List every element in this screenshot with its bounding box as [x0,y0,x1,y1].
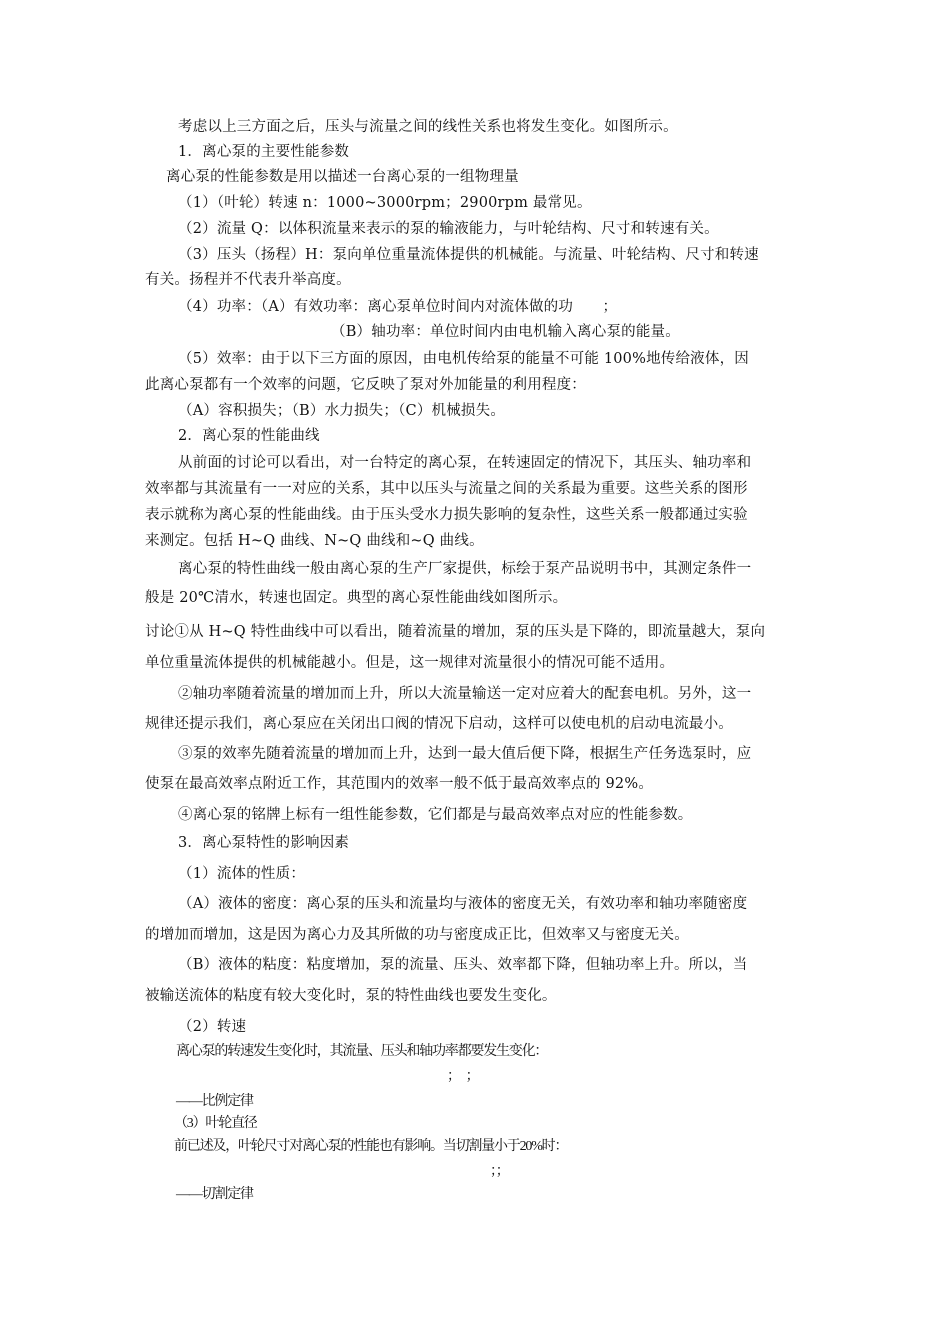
section-heading: 3．离心泵特性的影响因素 [178,835,350,851]
text-line: ③泵的效率先随着流量的增加而上升，达到一最大值后便下降，根据生产任务选泵时，应 [178,746,752,762]
text-line: 来测定。包括 H~Q 曲线、N~Q 曲线和~Q 曲线。 [145,533,484,549]
text-line: ——切割定律 [176,1187,253,1202]
text-line: （2）流量 Q：以体积流量来表示的泵的输液能力，与叶轮结构、尺寸和转速有关。 [178,221,719,237]
text-line: 表示就称为离心泵的性能曲线。由于压头受水力损失影响的复杂性，这些关系一般都通过实验 [145,507,748,523]
text-line: 考虑以上三方面之后，压头与流量之间的线性关系也将发生变化。如图所示。 [178,119,678,135]
text-line: 般是 20℃清水，转速也固定。典型的离心泵性能曲线如图所示。 [145,590,568,606]
text-line: （4）功率：（A）有效功率：离心泵单位时间内对流体做的功 ； [178,299,618,315]
text-line: ④离心泵的铭牌上标有一组性能参数，它们都是与最高效率点对应的性能参数。 [178,807,693,823]
text-line: （A）容积损失；（B）水力损失；（C）机械损失。 [178,403,506,419]
text-line: 效率都与其流量有一一对应的关系，其中以压头与流量之间的关系最为重要。这些关系的图形 [145,481,748,497]
text-line: 前已述及，叶轮尺寸对离心泵的性能也有影响。当切割量小于20%时： [174,1139,568,1154]
text-line: 使泵在最高效率点附近工作，其范围内的效率一般不低于最高效率点的 92%。 [145,776,654,792]
text-line: 被输送流体的粘度有较大变化时，泵的特性曲线也要发生变化。 [145,988,557,1004]
text-line: （B）轴功率：单位时间内由电机输入离心泵的能量。 [331,324,680,340]
text-line: 离心泵的特性曲线一般由离心泵的生产厂家提供，标绘于泵产品说明书中，其测定条件一 [178,561,752,577]
text-line: 规律还提示我们，离心泵应在关闭出口阀的情况下启动，这样可以使电机的启动电流最小。 [145,716,733,732]
text-line: 有关。扬程并不代表升举高度。 [145,272,351,288]
section-heading: （3）叶轮直径 [174,1116,257,1131]
formula-placeholder: ；； [490,1164,509,1179]
formula-placeholder: ； ； [447,1069,479,1084]
text-line: （1）（叶轮）转速 n：1000~3000rpm；2900rpm 最常见。 [178,195,592,211]
text-line: 讨论①从 H~Q 特性曲线中可以看出，随着流量的增加，泵的压头是下降的，即流量越大，泵向 [145,624,766,640]
text-line: （3）压头（扬程）H：泵向单位重量流体提供的机械能。与流量、叶轮结构、尺寸和转速 [178,247,759,263]
text-line: （2）转速 [178,1019,247,1035]
text-line: （5）效率：由于以下三方面的原因，由电机传给泵的能量不可能 100%地传给液体，因 [178,351,749,367]
text-line: 单位重量流体提供的机械能越小。但是，这一规律对流量很小的情况可能不适用。 [145,655,675,671]
text-line: 离心泵的转速发生变化时，其流量、压头和轴功率都要发生变化： [176,1044,548,1059]
text-line: ——比例定律 [176,1094,253,1109]
text-line: 离心泵的性能参数是用以描述一台离心泵的一组物理量 [166,169,519,185]
text-line: （A）液体的密度：离心泵的压头和流量均与液体的密度无关，有效功率和轴功率随密度 [178,896,748,912]
text-line: ②轴功率随着流量的增加而上升，所以大流量输送一定对应着大的配套电机。另外，这一 [178,686,752,702]
text-line: 此离心泵都有一个效率的问题，它反映了泵对外加能量的利用程度： [145,377,586,393]
text-line: （B）液体的粘度：粘度增加，泵的流量、压头、效率都下降，但轴功率上升。所以，当 [178,957,748,973]
text-line: （1）流体的性质： [178,866,306,882]
section-heading: 2．离心泵的性能曲线 [178,428,320,444]
text-line: 从前面的讨论可以看出，对一台特定的离心泵，在转速固定的情况下，其压头、轴功率和 [178,455,752,471]
text-line: 的增加而增加，这是因为离心力及其所做的功与密度成正比，但效率又与密度无关。 [145,927,689,943]
section-heading: 1．离心泵的主要性能参数 [178,144,350,160]
